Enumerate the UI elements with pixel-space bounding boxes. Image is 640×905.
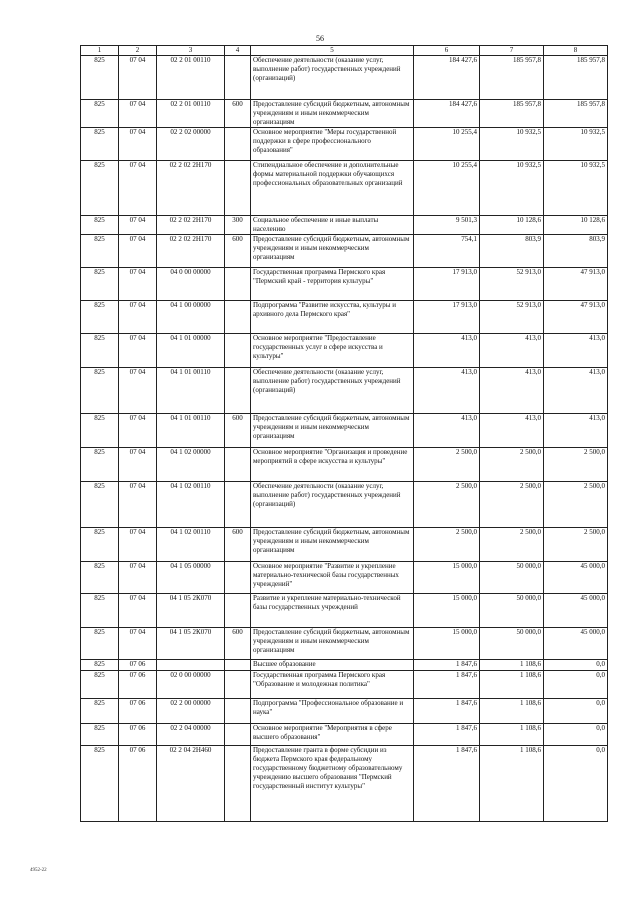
cell-amount-col6: 1 847,6 (414, 699, 480, 724)
cell-expense-type (225, 594, 251, 628)
cell-description: Развитие и укрепление материально-технической базы государственных учреждений (251, 594, 414, 628)
column-header-2: 2 (119, 46, 157, 56)
cell-expense-type (225, 334, 251, 368)
cell-target-article: 04 1 05 00000 (157, 562, 225, 594)
cell-section-code: 07 04 (119, 301, 157, 334)
cell-section-code: 07 06 (119, 660, 157, 671)
table-row (81, 594, 608, 628)
cell-target-article: 04 1 00 00000 (157, 301, 225, 334)
cell-ministry-code: 825 (81, 56, 119, 100)
cell-amount-col7: 1 108,6 (480, 724, 544, 746)
cell-amount-col8: 45 000,0 (544, 628, 608, 660)
cell-description: Основное мероприятие "Предоставление государственных услуг в сфере искусства и культуры" (251, 334, 414, 368)
table-row (81, 268, 608, 301)
cell-section-code: 07 06 (119, 746, 157, 822)
cell-description: Предоставление субсидий бюджетным, автономным учреждениям и иным некоммерческим организациям (251, 628, 414, 660)
cell-amount-col8: 10 932,5 (544, 161, 608, 216)
table-row (81, 448, 608, 482)
cell-amount-col7: 50 000,0 (480, 594, 544, 628)
cell-section-code: 07 04 (119, 528, 157, 562)
cell-amount-col7: 1 108,6 (480, 699, 544, 724)
cell-amount-col6: 10 255,4 (414, 128, 480, 161)
cell-expense-type (225, 562, 251, 594)
cell-target-article: 02 0 00 00000 (157, 671, 225, 699)
cell-target-article: 04 1 01 00110 (157, 414, 225, 448)
cell-amount-col7: 1 108,6 (480, 671, 544, 699)
budget-table (80, 45, 608, 822)
cell-ministry-code: 825 (81, 100, 119, 128)
cell-expense-type (225, 482, 251, 528)
cell-amount-col8: 2 500,0 (544, 528, 608, 562)
cell-target-article: 04 1 02 00110 (157, 528, 225, 562)
cell-amount-col7: 50 000,0 (480, 562, 544, 594)
cell-amount-col6: 184 427,6 (414, 56, 480, 100)
cell-description: Социальное обеспечение и иные выплаты населению (251, 216, 414, 235)
cell-amount-col8: 0,0 (544, 660, 608, 671)
cell-amount-col7: 52 913,0 (480, 301, 544, 334)
cell-section-code: 07 04 (119, 562, 157, 594)
cell-expense-type (225, 671, 251, 699)
cell-amount-col8: 45 000,0 (544, 594, 608, 628)
cell-amount-col6: 754,1 (414, 235, 480, 268)
cell-expense-type (225, 368, 251, 414)
cell-section-code: 07 04 (119, 628, 157, 660)
cell-amount-col6: 2 500,0 (414, 448, 480, 482)
cell-target-article: 02 2 04 2Н460 (157, 746, 225, 822)
table-row (81, 562, 608, 594)
cell-amount-col6: 17 913,0 (414, 268, 480, 301)
table-row (81, 235, 608, 268)
cell-expense-type (225, 301, 251, 334)
cell-expense-type (225, 448, 251, 482)
cell-description: Высшее образование (251, 660, 414, 671)
cell-description: Предоставление гранта в форме субсидии из бюджета Пермского края федеральному государственному бюджетному образовательному учреждению высшего образования "Пермский государственный институт культуры" (251, 746, 414, 822)
cell-expense-type (225, 128, 251, 161)
cell-amount-col6: 1 847,6 (414, 671, 480, 699)
cell-amount-col8: 0,0 (544, 671, 608, 699)
column-header-8: 8 (544, 46, 608, 56)
cell-amount-col8: 0,0 (544, 724, 608, 746)
table-row (81, 56, 608, 100)
cell-target-article: 02 2 01 00110 (157, 100, 225, 128)
cell-section-code: 07 04 (119, 268, 157, 301)
cell-description: Подпрограмма "Развитие искусства, культуры и архивного дела Пермского края" (251, 301, 414, 334)
cell-expense-type (225, 724, 251, 746)
cell-section-code: 07 04 (119, 414, 157, 448)
cell-ministry-code: 825 (81, 268, 119, 301)
cell-amount-col7: 185 957,8 (480, 100, 544, 128)
cell-amount-col7: 1 108,6 (480, 660, 544, 671)
cell-target-article: 02 2 01 00110 (157, 56, 225, 100)
cell-expense-type (225, 699, 251, 724)
column-header-3: 3 (157, 46, 225, 56)
cell-amount-col7: 2 500,0 (480, 448, 544, 482)
cell-target-article: 04 0 00 00000 (157, 268, 225, 301)
table-row (81, 414, 608, 448)
cell-amount-col7: 803,9 (480, 235, 544, 268)
cell-section-code: 07 06 (119, 699, 157, 724)
cell-amount-col7: 185 957,8 (480, 56, 544, 100)
cell-ministry-code: 825 (81, 482, 119, 528)
cell-amount-col6: 1 847,6 (414, 660, 480, 671)
cell-description: Подпрограмма "Профессиональное образование и наука" (251, 699, 414, 724)
cell-amount-col7: 10 932,5 (480, 128, 544, 161)
cell-target-article: 02 2 02 2Н170 (157, 161, 225, 216)
cell-ministry-code: 825 (81, 746, 119, 822)
cell-amount-col6: 184 427,6 (414, 100, 480, 128)
cell-ministry-code: 825 (81, 235, 119, 268)
cell-amount-col7: 413,0 (480, 334, 544, 368)
cell-target-article: 04 1 01 00000 (157, 334, 225, 368)
cell-ministry-code: 825 (81, 562, 119, 594)
table-row (81, 161, 608, 216)
cell-ministry-code: 825 (81, 448, 119, 482)
cell-ministry-code: 825 (81, 699, 119, 724)
cell-section-code: 07 04 (119, 594, 157, 628)
cell-amount-col8: 185 957,8 (544, 100, 608, 128)
cell-expense-type: 600 (225, 628, 251, 660)
table-row (81, 216, 608, 235)
cell-amount-col8: 10 128,6 (544, 216, 608, 235)
cell-ministry-code: 825 (81, 334, 119, 368)
cell-target-article: 02 2 02 2Н170 (157, 235, 225, 268)
table-row (81, 724, 608, 746)
cell-section-code: 07 04 (119, 448, 157, 482)
cell-description: Обеспечение деятельности (оказание услуг, выполнение работ) государственных учреждений (организаций) (251, 368, 414, 414)
cell-amount-col6: 413,0 (414, 414, 480, 448)
cell-target-article (157, 660, 225, 671)
cell-expense-type (225, 268, 251, 301)
cell-expense-type (225, 746, 251, 822)
cell-ministry-code: 825 (81, 368, 119, 414)
cell-amount-col8: 2 500,0 (544, 482, 608, 528)
table-row (81, 368, 608, 414)
cell-amount-col7: 1 108,6 (480, 746, 544, 822)
page-number: 56 (316, 34, 324, 43)
table-row (81, 301, 608, 334)
cell-amount-col7: 413,0 (480, 368, 544, 414)
cell-amount-col7: 52 913,0 (480, 268, 544, 301)
cell-description: Предоставление субсидий бюджетным, автономным учреждениям и иным некоммерческим организациям (251, 528, 414, 562)
cell-description: Обеспечение деятельности (оказание услуг, выполнение работ) государственных учреждений (организаций) (251, 482, 414, 528)
cell-expense-type (225, 660, 251, 671)
cell-amount-col6: 1 847,6 (414, 746, 480, 822)
column-header-1: 1 (81, 46, 119, 56)
cell-section-code: 07 04 (119, 334, 157, 368)
cell-amount-col7: 10 932,5 (480, 161, 544, 216)
cell-ministry-code: 825 (81, 414, 119, 448)
cell-amount-col6: 15 000,0 (414, 562, 480, 594)
cell-section-code: 07 04 (119, 56, 157, 100)
cell-amount-col8: 10 932,5 (544, 128, 608, 161)
cell-amount-col8: 413,0 (544, 334, 608, 368)
cell-description: Государственная программа Пермского края "Образование и молодежная политика" (251, 671, 414, 699)
table-row (81, 482, 608, 528)
cell-amount-col8: 2 500,0 (544, 448, 608, 482)
cell-expense-type: 600 (225, 414, 251, 448)
table-row (81, 100, 608, 128)
cell-ministry-code: 825 (81, 594, 119, 628)
cell-section-code: 07 04 (119, 128, 157, 161)
table-body (81, 56, 608, 822)
cell-amount-col8: 185 957,8 (544, 56, 608, 100)
cell-section-code: 07 04 (119, 482, 157, 528)
cell-target-article: 02 2 00 00000 (157, 699, 225, 724)
cell-amount-col7: 2 500,0 (480, 482, 544, 528)
cell-amount-col7: 10 128,6 (480, 216, 544, 235)
cell-ministry-code: 825 (81, 161, 119, 216)
cell-amount-col8: 47 913,0 (544, 268, 608, 301)
cell-target-article: 04 1 05 2К070 (157, 628, 225, 660)
cell-expense-type: 600 (225, 100, 251, 128)
cell-section-code: 07 04 (119, 216, 157, 235)
cell-ministry-code: 825 (81, 724, 119, 746)
cell-section-code: 07 04 (119, 161, 157, 216)
cell-expense-type: 600 (225, 235, 251, 268)
cell-amount-col6: 413,0 (414, 334, 480, 368)
cell-amount-col6: 10 255,4 (414, 161, 480, 216)
cell-ministry-code: 825 (81, 528, 119, 562)
cell-expense-type: 600 (225, 528, 251, 562)
cell-description: Основное мероприятие "Организация и проведение мероприятий в сфере искусства и культуры" (251, 448, 414, 482)
cell-ministry-code: 825 (81, 301, 119, 334)
table-row (81, 628, 608, 660)
cell-ministry-code: 825 (81, 128, 119, 161)
cell-expense-type: 300 (225, 216, 251, 235)
footer-code: 4952-22 (30, 868, 47, 873)
cell-amount-col6: 15 000,0 (414, 628, 480, 660)
table-row (81, 699, 608, 724)
cell-description: Предоставление субсидий бюджетным, автономным учреждениям и иным некоммерческим организациям (251, 235, 414, 268)
cell-target-article: 04 1 02 00110 (157, 482, 225, 528)
cell-amount-col7: 2 500,0 (480, 528, 544, 562)
header-row (81, 46, 608, 56)
cell-amount-col8: 413,0 (544, 368, 608, 414)
cell-amount-col7: 413,0 (480, 414, 544, 448)
table-row (81, 528, 608, 562)
cell-amount-col6: 9 501,3 (414, 216, 480, 235)
cell-description: Обеспечение деятельности (оказание услуг, выполнение работ) государственных учреждений (организаций) (251, 56, 414, 100)
cell-description: Стипендиальное обеспечение и дополнительные формы материальной поддержки обучающихся профессиональных образовательных организаций (251, 161, 414, 216)
cell-amount-col6: 2 500,0 (414, 528, 480, 562)
column-header-7: 7 (480, 46, 544, 56)
cell-section-code: 07 06 (119, 671, 157, 699)
table-row (81, 128, 608, 161)
cell-section-code: 07 04 (119, 100, 157, 128)
cell-expense-type (225, 56, 251, 100)
cell-section-code: 07 04 (119, 368, 157, 414)
cell-ministry-code: 825 (81, 216, 119, 235)
cell-amount-col6: 2 500,0 (414, 482, 480, 528)
table-row (81, 334, 608, 368)
cell-target-article: 02 2 04 00000 (157, 724, 225, 746)
cell-ministry-code: 825 (81, 671, 119, 699)
cell-description: Предоставление субсидий бюджетным, автономным учреждениям и иным некоммерческим организациям (251, 100, 414, 128)
cell-description: Государственная программа Пермского края "Пермский край - территория культуры" (251, 268, 414, 301)
cell-amount-col8: 413,0 (544, 414, 608, 448)
cell-amount-col8: 47 913,0 (544, 301, 608, 334)
cell-amount-col8: 45 000,0 (544, 562, 608, 594)
cell-ministry-code: 825 (81, 660, 119, 671)
column-header-5: 5 (251, 46, 414, 56)
cell-amount-col8: 0,0 (544, 746, 608, 822)
cell-ministry-code: 825 (81, 628, 119, 660)
cell-section-code: 07 06 (119, 724, 157, 746)
cell-target-article: 02 2 02 2Н170 (157, 216, 225, 235)
column-header-4: 4 (225, 46, 251, 56)
table-row (81, 746, 608, 822)
cell-target-article: 04 1 01 00110 (157, 368, 225, 414)
cell-description: Основное мероприятие "Мероприятия в сфере высшего образования" (251, 724, 414, 746)
cell-amount-col6: 1 847,6 (414, 724, 480, 746)
cell-amount-col8: 0,0 (544, 699, 608, 724)
cell-description: Основное мероприятие "Развитие и укрепление материально-технической базы государственных учреждений" (251, 562, 414, 594)
table-row (81, 660, 608, 671)
table-row (81, 671, 608, 699)
column-header-6: 6 (414, 46, 480, 56)
cell-description: Предоставление субсидий бюджетным, автономным учреждениям и иным некоммерческим организациям (251, 414, 414, 448)
cell-section-code: 07 04 (119, 235, 157, 268)
cell-target-article: 04 1 05 2К070 (157, 594, 225, 628)
cell-target-article: 04 1 02 00000 (157, 448, 225, 482)
cell-amount-col8: 803,9 (544, 235, 608, 268)
cell-description: Основное мероприятие "Меры государственной поддержки в сфере профессионального образования" (251, 128, 414, 161)
cell-target-article: 02 2 02 00000 (157, 128, 225, 161)
cell-expense-type (225, 161, 251, 216)
cell-amount-col6: 17 913,0 (414, 301, 480, 334)
cell-amount-col6: 15 000,0 (414, 594, 480, 628)
cell-amount-col6: 413,0 (414, 368, 480, 414)
cell-amount-col7: 50 000,0 (480, 628, 544, 660)
